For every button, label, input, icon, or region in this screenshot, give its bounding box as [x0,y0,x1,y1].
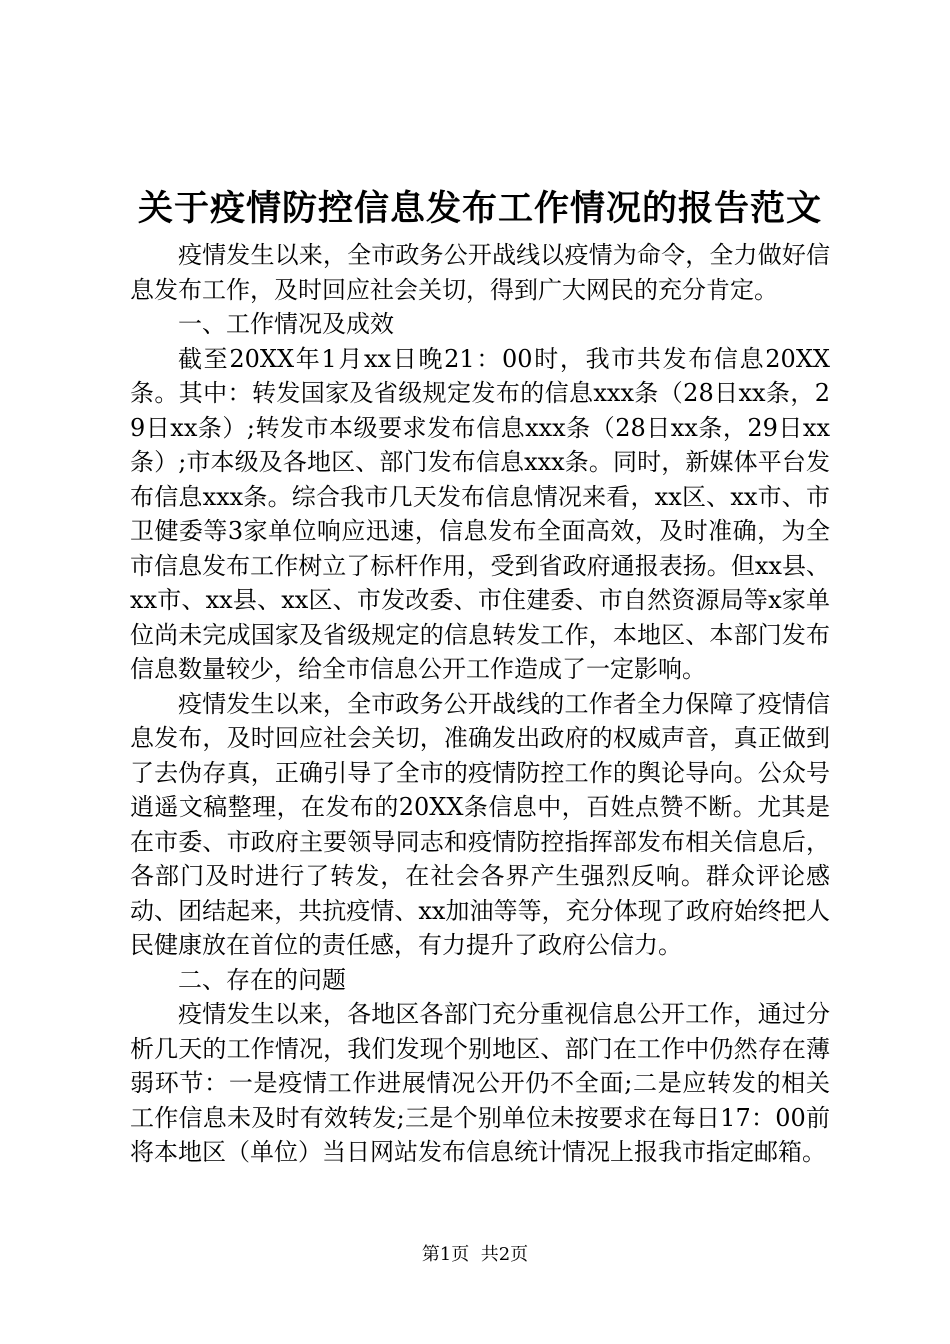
problems-paragraph: 疫情发生以来，各地区各部门充分重视信息公开工作，通过分析几天的工作情况，我们发现个别地区、部门在工作中仍然存在薄弱环节：一是疫情工作进展情况公开仍不全面;二是应转发的相关工作信息未及时有效转发;三是个别单位未按要求在每日17：00前将本地区（单位）当日网站发布信息统计情况上报我市指定邮箱。 [130,1000,830,1166]
page-number-footer: 第1页 共2页 [421,1244,529,1265]
document-title: 关于疫情防控信息发布工作情况的报告范文 [137,189,822,229]
intro-paragraph: 疫情发生以来，全市政务公开战线以疫情为命令，全力做好信息发布工作，及时回应社会关切，得到广大网民的充分肯定。 [130,241,830,304]
work-effect-paragraph: 疫情发生以来，全市政务公开战线的工作者全力保障了疫情信息发布，及时回应社会关切，准确发出政府的权威声音，真正做到了去伪存真，正确引导了全市的疫情防控工作的舆论导向。公众号逍遥文稿整理，在发布的20XX条信息中，百姓点赞不断。尤其是在市委、市政府主要领导同志和疫情防控指挥部发布相关信息后，各部门及时进行了转发，在社会各界产生强烈反响。群众评论感动、团结起来，共抗疫情、xx加油等等，充分体现了政府始终把人民健康放在首位的责任感，有力提升了政府公信力。 [130,689,830,959]
section-heading-work-status: 一、工作情况及成效 [178,310,394,338]
document-page [130,186,830,1170]
section-heading-problems: 二、存在的问题 [178,965,346,994]
work-status-paragraph: 截至20XX年1月xx日晚21：00时，我市共发布信息20XX条。其中：转发国家及省级规定发布的信息xxx条（28日xx条，29日xx条）;转发市本级要求发布信息xxx条（28日xx条，29日xx条）;市本级及各地区、部门发布信息xxx条。同时，新媒体平台发布信息xxx条。综合我市几天发布信息情况来看，xx区、xx市、市卫健委等3家单位响应迅速，信息发布全面高效，及时准确，为全市信息发布工作树立了标杆作用，受到省政府通报表扬。但xx县、xx市、xx县、xx区、市发改委、市住建委、市自然资源局等x家单位尚未完成国家及省级规定的信息转发工作，本地区、本部门发布信息数量较少，给全市信息公开工作造成了一定影响。 [130,344,830,683]
